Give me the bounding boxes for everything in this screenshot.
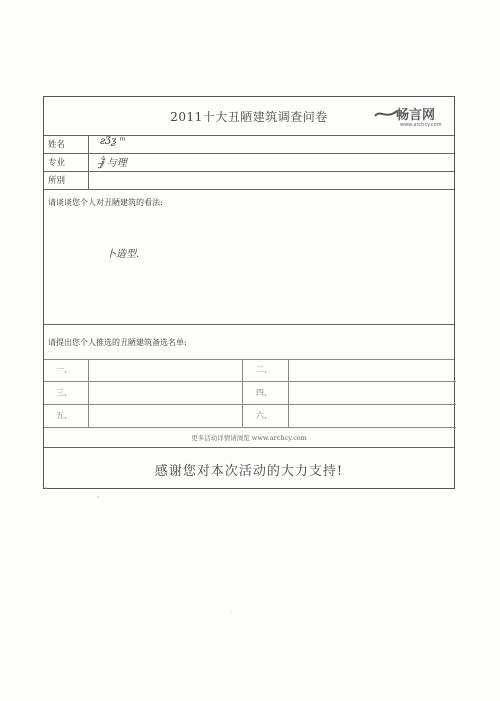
nominee-cell-5[interactable] <box>44 405 242 428</box>
more-info-link[interactable]: 更多活动详情请浏览 www.archcy.com <box>191 434 307 442</box>
nominee-grid <box>44 359 454 428</box>
nominee-number: 一、 <box>56 365 72 374</box>
section-divider <box>44 324 454 325</box>
nominee-number: 六、 <box>256 411 272 420</box>
form-title: 2011十大丑陋建筑调查问卷 <box>170 110 328 124</box>
department-label: 所別 <box>48 176 66 186</box>
nominee-number: 三、 <box>56 388 72 397</box>
nominee-cell-3[interactable] <box>44 382 242 405</box>
department-row <box>44 171 454 190</box>
logo-url: www.archcy.com <box>400 122 442 128</box>
opinion-answer[interactable]: 卜造型. <box>106 249 140 260</box>
nominee-cell-4[interactable] <box>242 382 456 405</box>
archcy-logo <box>374 103 454 131</box>
name-row <box>44 135 454 154</box>
major-label: 专业 <box>48 158 66 168</box>
thanks-row <box>44 447 454 489</box>
name-label: 姓名 <box>48 140 66 150</box>
thanks-text: 感谢您对本次活动的大力支持! <box>154 464 344 479</box>
nominee-prompt: 请提出您个人推选的丑陋建筑备选名单: <box>48 338 187 347</box>
nominee-cell-6[interactable] <box>242 405 456 428</box>
logo-name: 畅言网 <box>396 108 436 123</box>
survey-form <box>43 96 455 489</box>
nominee-number: 五、 <box>56 411 72 420</box>
nominee-cell-1[interactable] <box>44 359 242 382</box>
major-value[interactable]: ⅉ̶̈́ 与理 <box>100 158 127 169</box>
field-divider <box>88 153 89 171</box>
nominee-cell-2[interactable] <box>242 359 456 382</box>
name-value[interactable]: ƨƷƺ ᵐ <box>100 136 126 147</box>
nominee-number: 四、 <box>256 388 272 397</box>
title-row <box>44 97 454 136</box>
field-divider <box>88 135 89 153</box>
opinion-prompt: 请谈谈您个人对丑陋建筑的看法: <box>48 198 163 207</box>
field-divider <box>88 171 89 189</box>
wave-icon <box>374 107 398 121</box>
major-row <box>44 153 454 172</box>
nominee-number: 二、 <box>256 365 272 374</box>
